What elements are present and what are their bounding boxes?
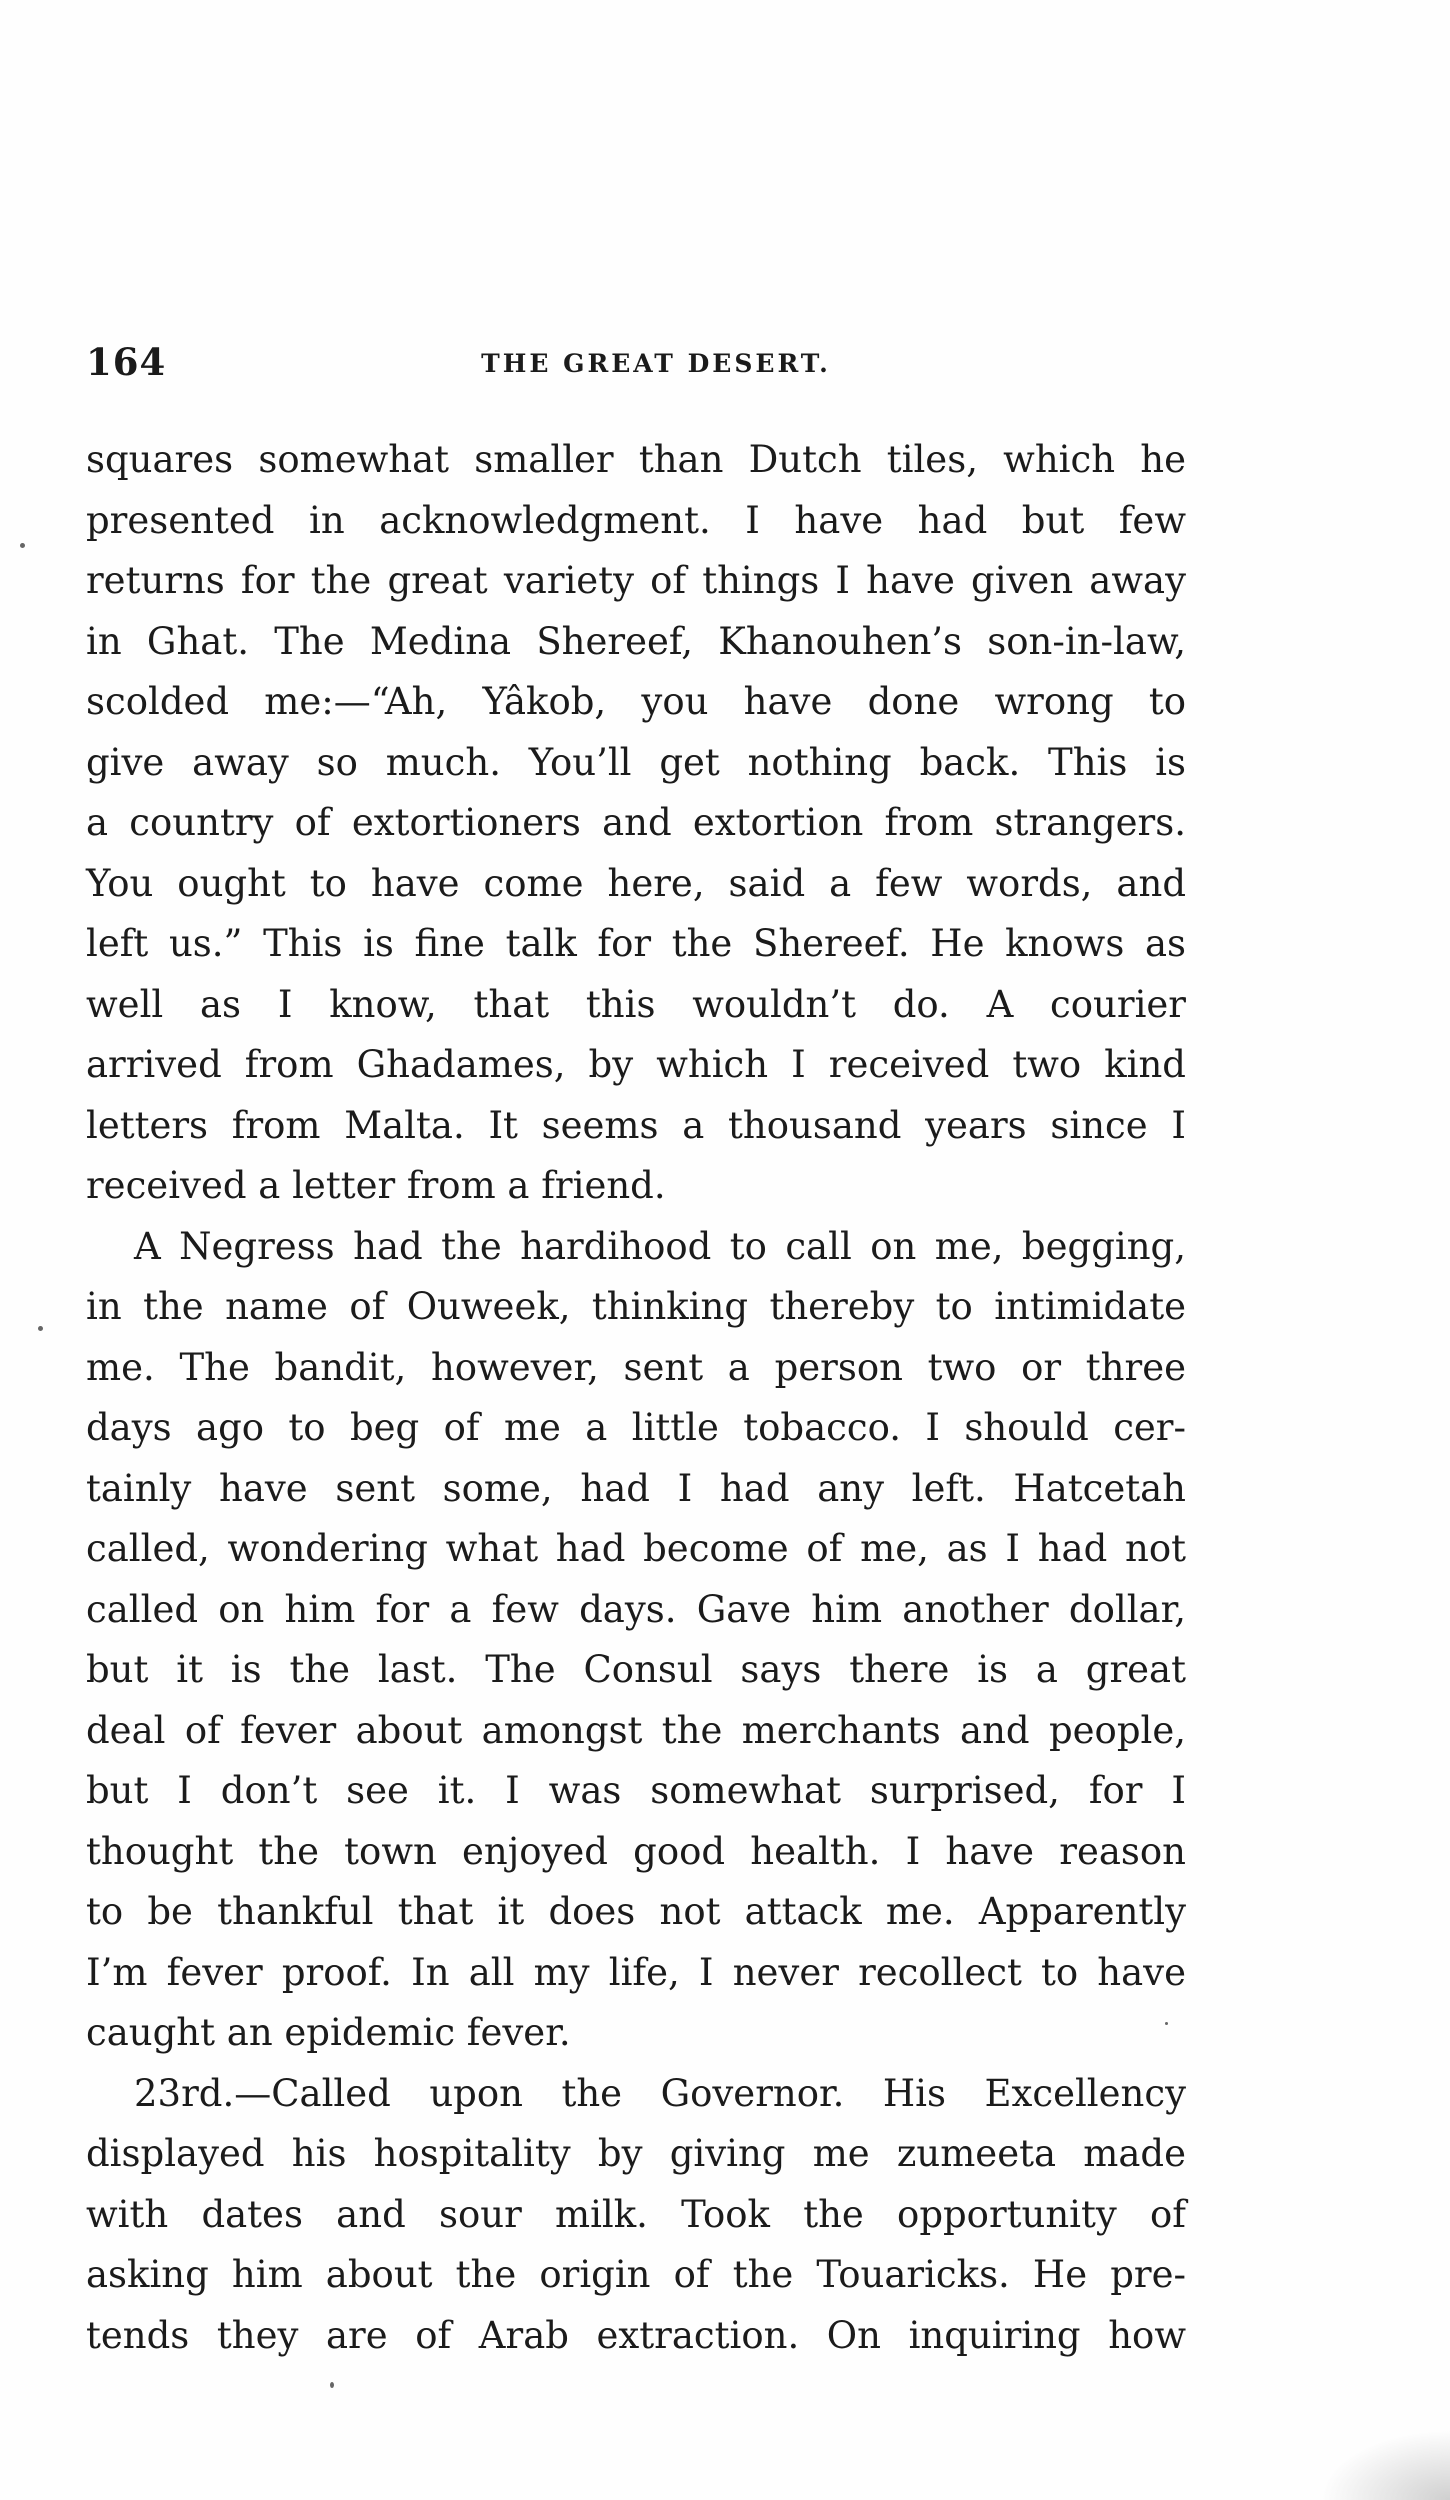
text-line: called, wondering what had become of me, as I had not (86, 1527, 1186, 1570)
text-line: returns for the great variety of things I have given away (86, 559, 1186, 602)
body-text (86, 430, 1186, 2366)
text-line: received a letter from a friend. (86, 1164, 666, 1207)
text-line: caught an epidemic fever. (86, 2011, 571, 2054)
text-line: arrived from Ghadames, by which I received two kind (86, 1043, 1186, 1086)
page-number: 164 (86, 340, 167, 384)
text-line: tainly have sent some, had I had any left. Hatcetah (86, 1466, 1186, 1510)
text-line: A Negress had the hardihood to call on me, begging, (134, 1224, 1186, 1268)
text-line: in Ghat. The Medina Shereef, Khanouhen’s son-in-law, (86, 619, 1186, 663)
ink-speck (20, 543, 25, 548)
text-line: scolded me:—“Ah, Yâkob, you have done wrong to (86, 680, 1186, 723)
ink-speck (38, 1326, 43, 1331)
text-line: but I don’t see it. I was somewhat surprised, for I (86, 1769, 1186, 1812)
text-line: I’m fever proof. In all my life, I never recollect to have (86, 1950, 1186, 1994)
text-line: deal of fever about amongst the merchants and people, (86, 1708, 1186, 1752)
text-line: to be thankful that it does not attack me. Apparently (86, 1890, 1186, 1933)
text-line: well as I know, that this wouldn’t do. A courier (86, 982, 1186, 1026)
ink-speck (1165, 2022, 1168, 2025)
text-line: tends they are of Arab extraction. On inquiring how (86, 2313, 1186, 2357)
text-line: me. The bandit, however, sent a person two or three (86, 1345, 1186, 1389)
text-line: 23rd.—Called upon the Governor. His Excellency (134, 2071, 1186, 2115)
text-line: squares somewhat smaller than Dutch tiles, which he (86, 438, 1186, 481)
text-line: called on him for a few days. Gave him another dollar, (86, 1587, 1186, 1631)
text-line: thought the town enjoyed good health. I have reason (86, 1829, 1186, 1873)
ink-speck (330, 2382, 334, 2388)
text-line: displayed his hospitality by giving me zumeeta made (86, 2132, 1186, 2175)
page-edge-shadow (1320, 2430, 1450, 2500)
text-line: in the name of Ouweek, thinking thereby to intimidate (86, 1285, 1186, 1328)
text-line: You ought to have come here, said a few words, and (86, 861, 1186, 905)
text-line: a country of extortioners and extortion from strangers. (86, 801, 1186, 844)
text-line: with dates and sour milk. Took the opportunity of (86, 2192, 1186, 2236)
text-line: presented in acknowledgment. I have had but few (86, 498, 1186, 542)
text-line: letters from Malta. It seems a thousand years since I (86, 1103, 1186, 1147)
text-line: left us.” This is fine talk for the Shereef. He knows as (86, 922, 1186, 965)
page-header (86, 340, 1186, 390)
running-title: THE GREAT DESERT. (481, 349, 831, 378)
text-line: but it is the last. The Consul says there is a great (86, 1648, 1186, 1691)
text-line: give away so much. You’ll get nothing back. This is (86, 740, 1186, 784)
text-line: asking him about the origin of the Touaricks. He pre- (86, 2253, 1186, 2296)
text-line: days ago to beg of me a little tobacco. I should cer- (86, 1406, 1186, 1449)
